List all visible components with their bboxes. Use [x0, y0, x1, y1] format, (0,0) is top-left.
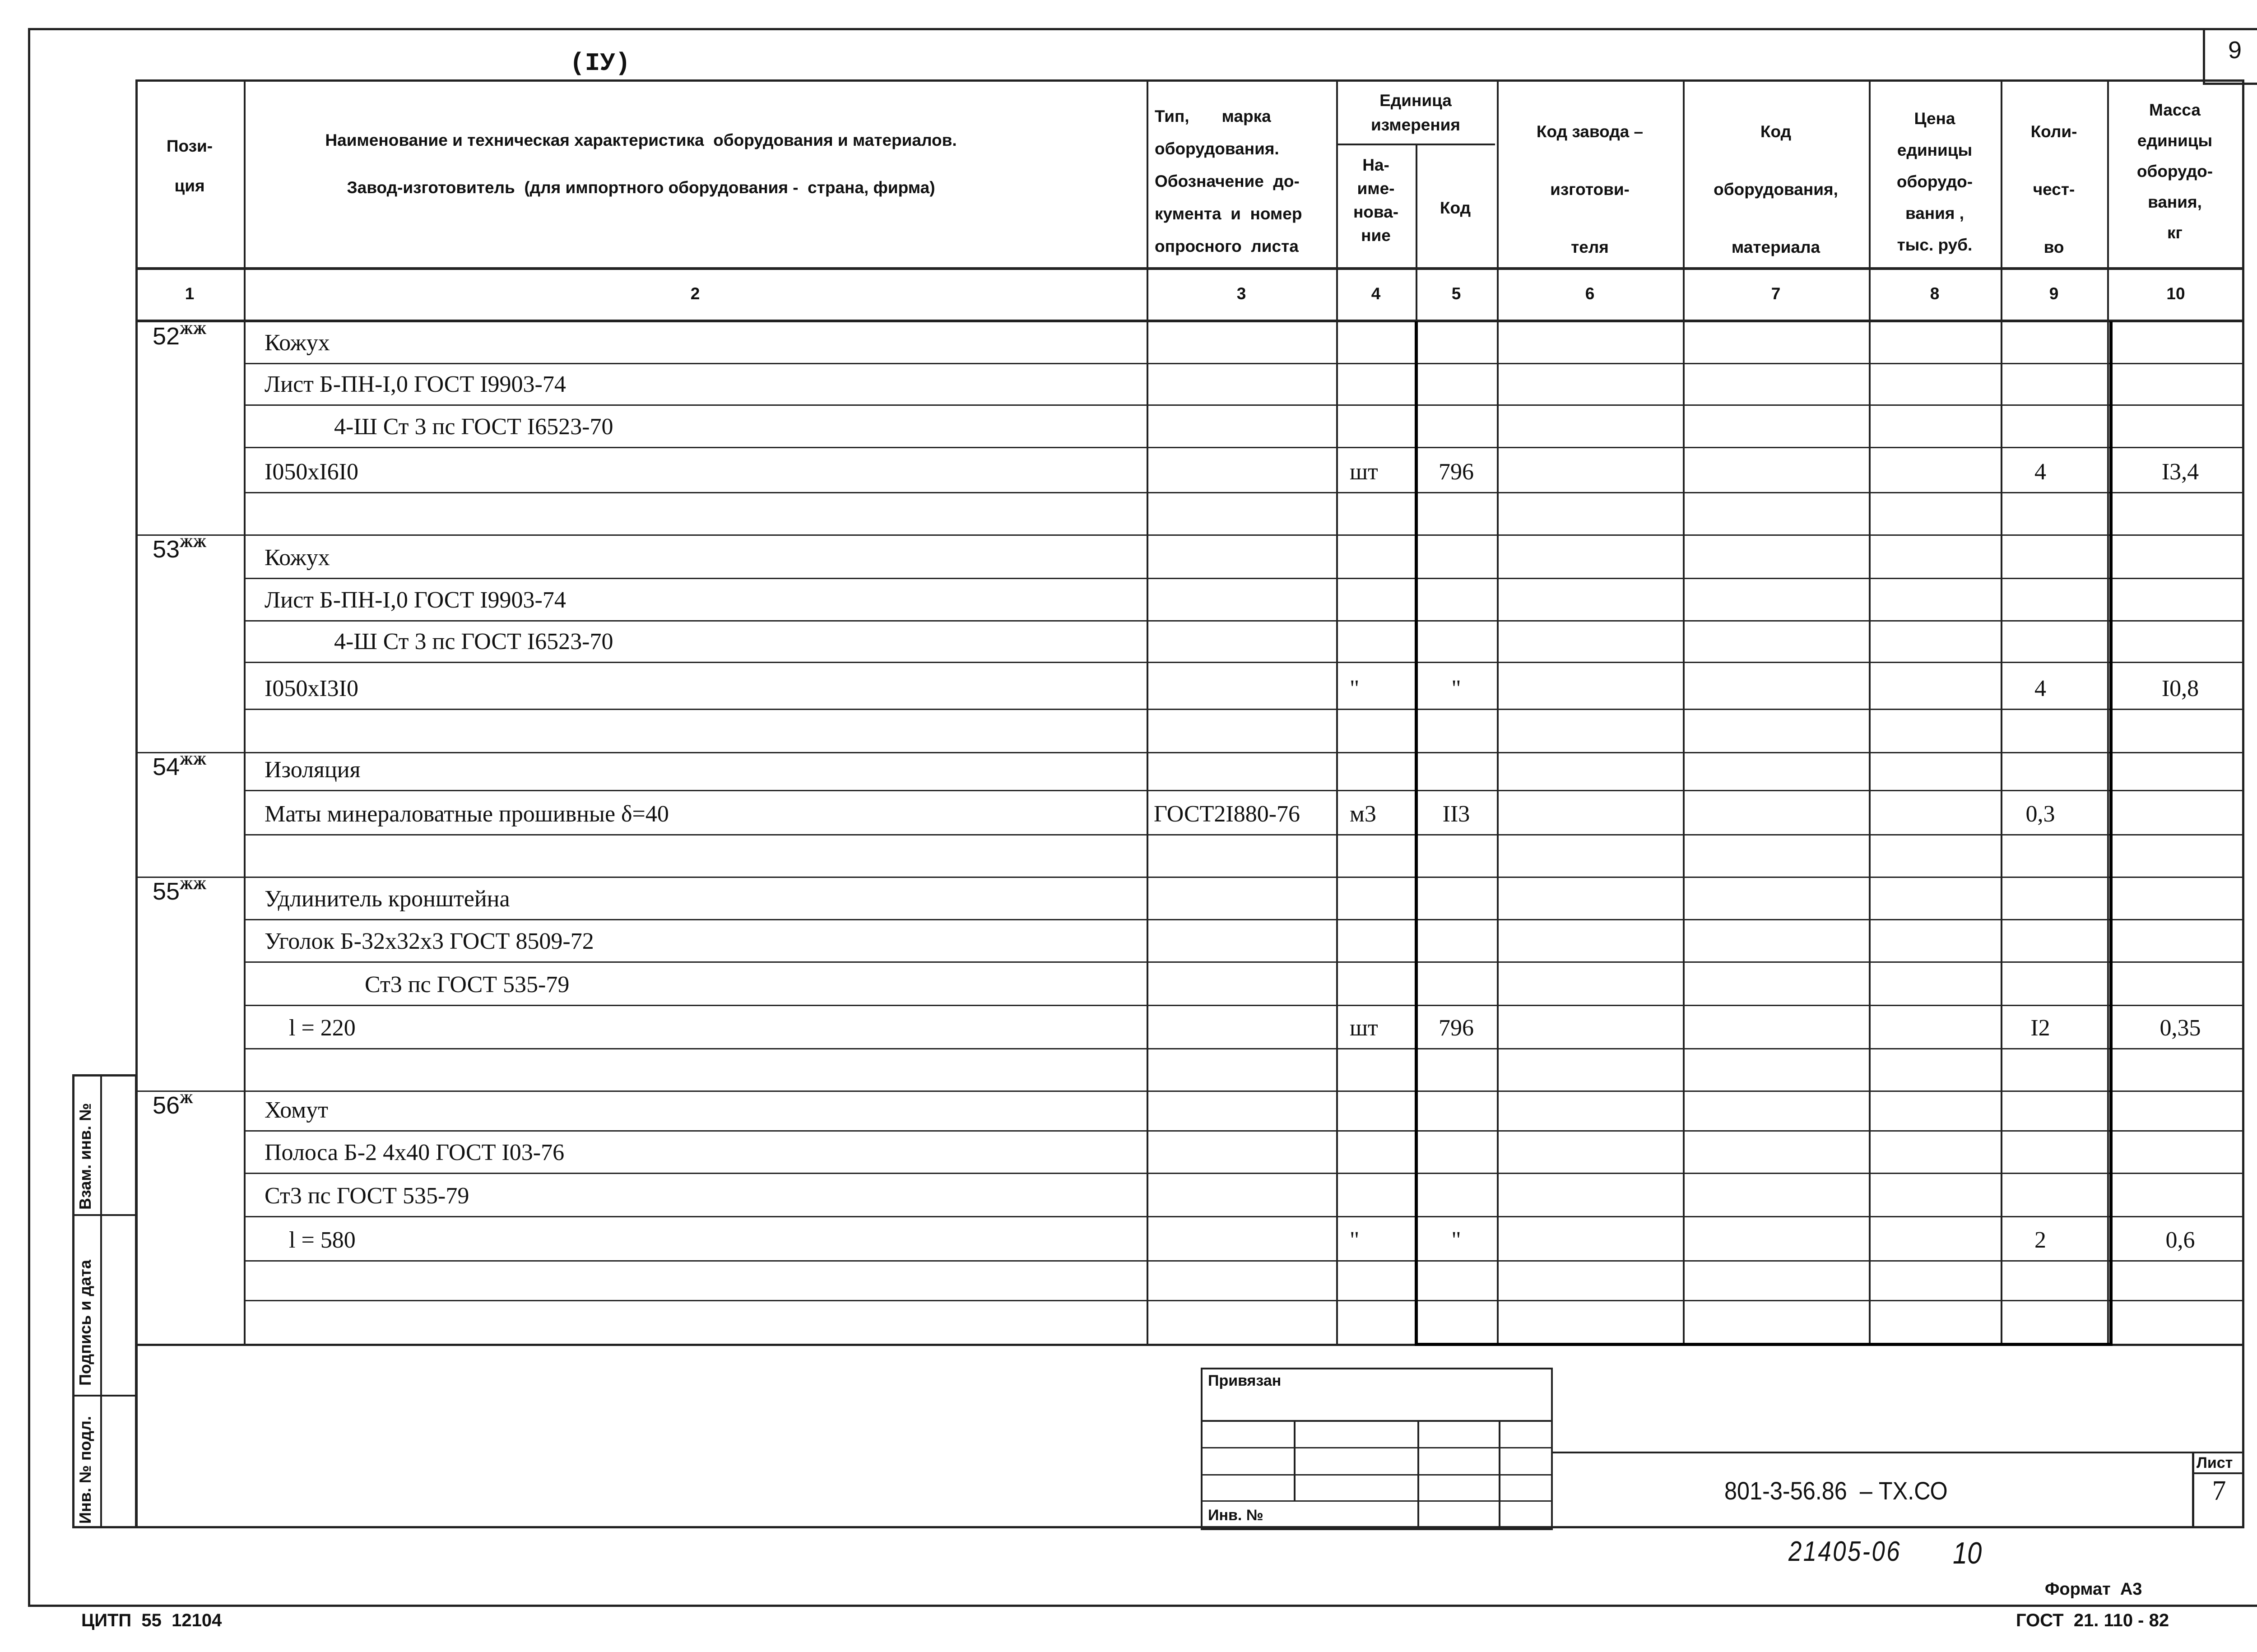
unit-name: ": [1350, 1227, 1360, 1253]
column-rule: [244, 79, 246, 1346]
header-position: Пози- ция: [166, 137, 213, 195]
archive-page: 10: [1953, 1536, 1982, 1570]
unit-mass: 0,35: [2159, 1015, 2201, 1041]
header-name-line1: Наименование и техническая характеристика оборудования и материалов.: [325, 131, 957, 149]
position-mark: ЖЖ: [180, 322, 207, 337]
position-number: 53: [153, 536, 180, 563]
column-number: 5: [1451, 284, 1461, 303]
printer-label: ЦИТП 55 12104: [81, 1610, 222, 1630]
unit-code: ": [1451, 676, 1461, 701]
column-number: 1: [185, 284, 195, 303]
quantity: 0,3: [2025, 801, 2055, 827]
unit-name: ": [1350, 676, 1360, 701]
archive-number: 21405-06: [1788, 1536, 1901, 1567]
column-number: 8: [1930, 284, 1940, 303]
side-stamp-signature: Подпись и дата: [76, 1260, 94, 1386]
position-number: 54: [153, 753, 180, 780]
position-number: 56: [153, 1092, 180, 1119]
header-name-line2: Завод-изготовитель (для импортного оборудования - страна, фирма): [347, 178, 935, 197]
sheet-value: 7: [2212, 1476, 2226, 1506]
column-number: 4: [1371, 284, 1381, 303]
column-number: 9: [2049, 284, 2059, 303]
header-factory-code: Код завода – изготови- теля: [1536, 122, 1644, 256]
item-name: Маты минераловатные прошивные δ=40: [265, 801, 669, 827]
item-name: Лист Б-ПН-I,0 ГОСТ I9903-74: [265, 587, 566, 613]
item-name: Изоляция: [265, 757, 361, 783]
item-name: Лист Б-ПН-I,0 ГОСТ I9903-74: [265, 371, 566, 397]
column-rule: [1336, 79, 1338, 1346]
header-mass: Масса единицы оборудо- вания, кг: [2136, 101, 2213, 242]
column-number: 7: [1771, 284, 1781, 303]
header-equipment-code: Код оборудования, материала: [1714, 122, 1838, 256]
item-name: I050хI3I0: [265, 676, 358, 701]
designation-top-rule: [1553, 1452, 2244, 1453]
unit-name: шт: [1350, 1015, 1378, 1041]
position-number: 52: [153, 323, 180, 350]
unit-code: 796: [1439, 1015, 1474, 1041]
column-number: 3: [1236, 284, 1246, 303]
unit-code: 796: [1439, 459, 1474, 485]
header-bottom-rule: [135, 267, 2244, 270]
unit-mass: I0,8: [2161, 676, 2199, 701]
document-designation: 801-3-56.86 – ТХ.СО: [1724, 1476, 1948, 1505]
item-name: 4-Ш Ст 3 пс ГОСТ I6523-70: [334, 414, 613, 440]
unit-mass: I3,4: [2161, 459, 2199, 485]
item-name: 4-Ш Ст 3 пс ГОСТ I6523-70: [334, 629, 613, 654]
quantity: 4: [2034, 459, 2046, 485]
column-number: 6: [1585, 284, 1595, 303]
format-label: Формат А3: [2045, 1580, 2142, 1599]
unit-code: ": [1451, 1227, 1461, 1253]
item-name: Ст3 пс ГОСТ 535-79: [265, 1183, 469, 1209]
header-price: Цена единицы оборудо- вания , тыс. руб.: [1896, 109, 1973, 254]
header-unit-name: На- име- нова- ние: [1353, 156, 1399, 245]
item-name: Уголок Б-32х32х3 ГОСТ 8509-72: [265, 928, 594, 954]
unit-mass: 0,6: [2165, 1227, 2195, 1253]
item-name: Кожух: [265, 330, 330, 356]
column-number: 2: [690, 284, 700, 303]
highlighted-columns-frame: [1415, 321, 2113, 1346]
side-stamp-rule-1: [72, 1214, 137, 1216]
item-name: Полоса Б-2 4х40 ГОСТ I03-76: [265, 1140, 565, 1165]
position-number: 55: [153, 878, 180, 905]
item-name: Удлинитель кронштейна: [265, 886, 510, 912]
column-number: 10: [2166, 284, 2185, 303]
header-unit-code: Код: [1440, 199, 1471, 217]
standard-label: ГОСТ 21. 110 - 82: [2016, 1610, 2169, 1630]
position-mark: ЖЖ: [180, 535, 207, 550]
item-name: Ст3 пс ГОСТ 535-79: [365, 972, 570, 998]
header-unit-group: Единица измерения: [1370, 91, 1461, 134]
inv-label: Инв. №: [1208, 1507, 1263, 1524]
unit-name: шт: [1350, 459, 1378, 485]
quantity: 2: [2034, 1227, 2046, 1253]
quantity: I2: [2030, 1015, 2050, 1041]
section-mark: (IУ): [570, 49, 631, 78]
quantity: 4: [2034, 676, 2046, 701]
side-stamp-rule-2: [72, 1395, 137, 1397]
unit-name: м3: [1350, 801, 1376, 827]
side-stamp-divider: [100, 1074, 102, 1528]
side-stamp-replacement: Взам. инв. №: [76, 1103, 94, 1210]
attached-label: Привязан: [1208, 1372, 1282, 1389]
side-stamp-original-inv: Инв. № подл.: [76, 1416, 94, 1524]
attached-vrule-2: [1417, 1420, 1419, 1530]
header-quantity: Коли- чест- во: [2030, 122, 2077, 256]
sheet-number: 9: [2228, 37, 2242, 64]
attached-vrule-3: [1499, 1420, 1500, 1530]
attached-vrule-1: [1294, 1420, 1296, 1501]
position-mark: Ж: [180, 1091, 193, 1106]
item-name: I050хI6I0: [265, 459, 358, 485]
item-type: ГОСТ2I880-76: [1154, 801, 1300, 827]
item-name: Кожух: [265, 545, 330, 571]
position-mark: ЖЖ: [180, 877, 207, 892]
item-name: Хомут: [265, 1097, 328, 1123]
position-mark: ЖЖ: [180, 753, 207, 768]
column-rule: [1147, 79, 1148, 1346]
item-name: l = 220: [289, 1015, 356, 1041]
sheet-cell-rule: [2192, 1472, 2244, 1474]
item-name: l = 580: [289, 1227, 356, 1253]
sheet-label: Лист: [2197, 1454, 2233, 1471]
header-type: Тип, марка оборудования. Обозначение до- кумента и номер опросного листа: [1155, 107, 1302, 255]
unit-code: II3: [1442, 801, 1470, 827]
